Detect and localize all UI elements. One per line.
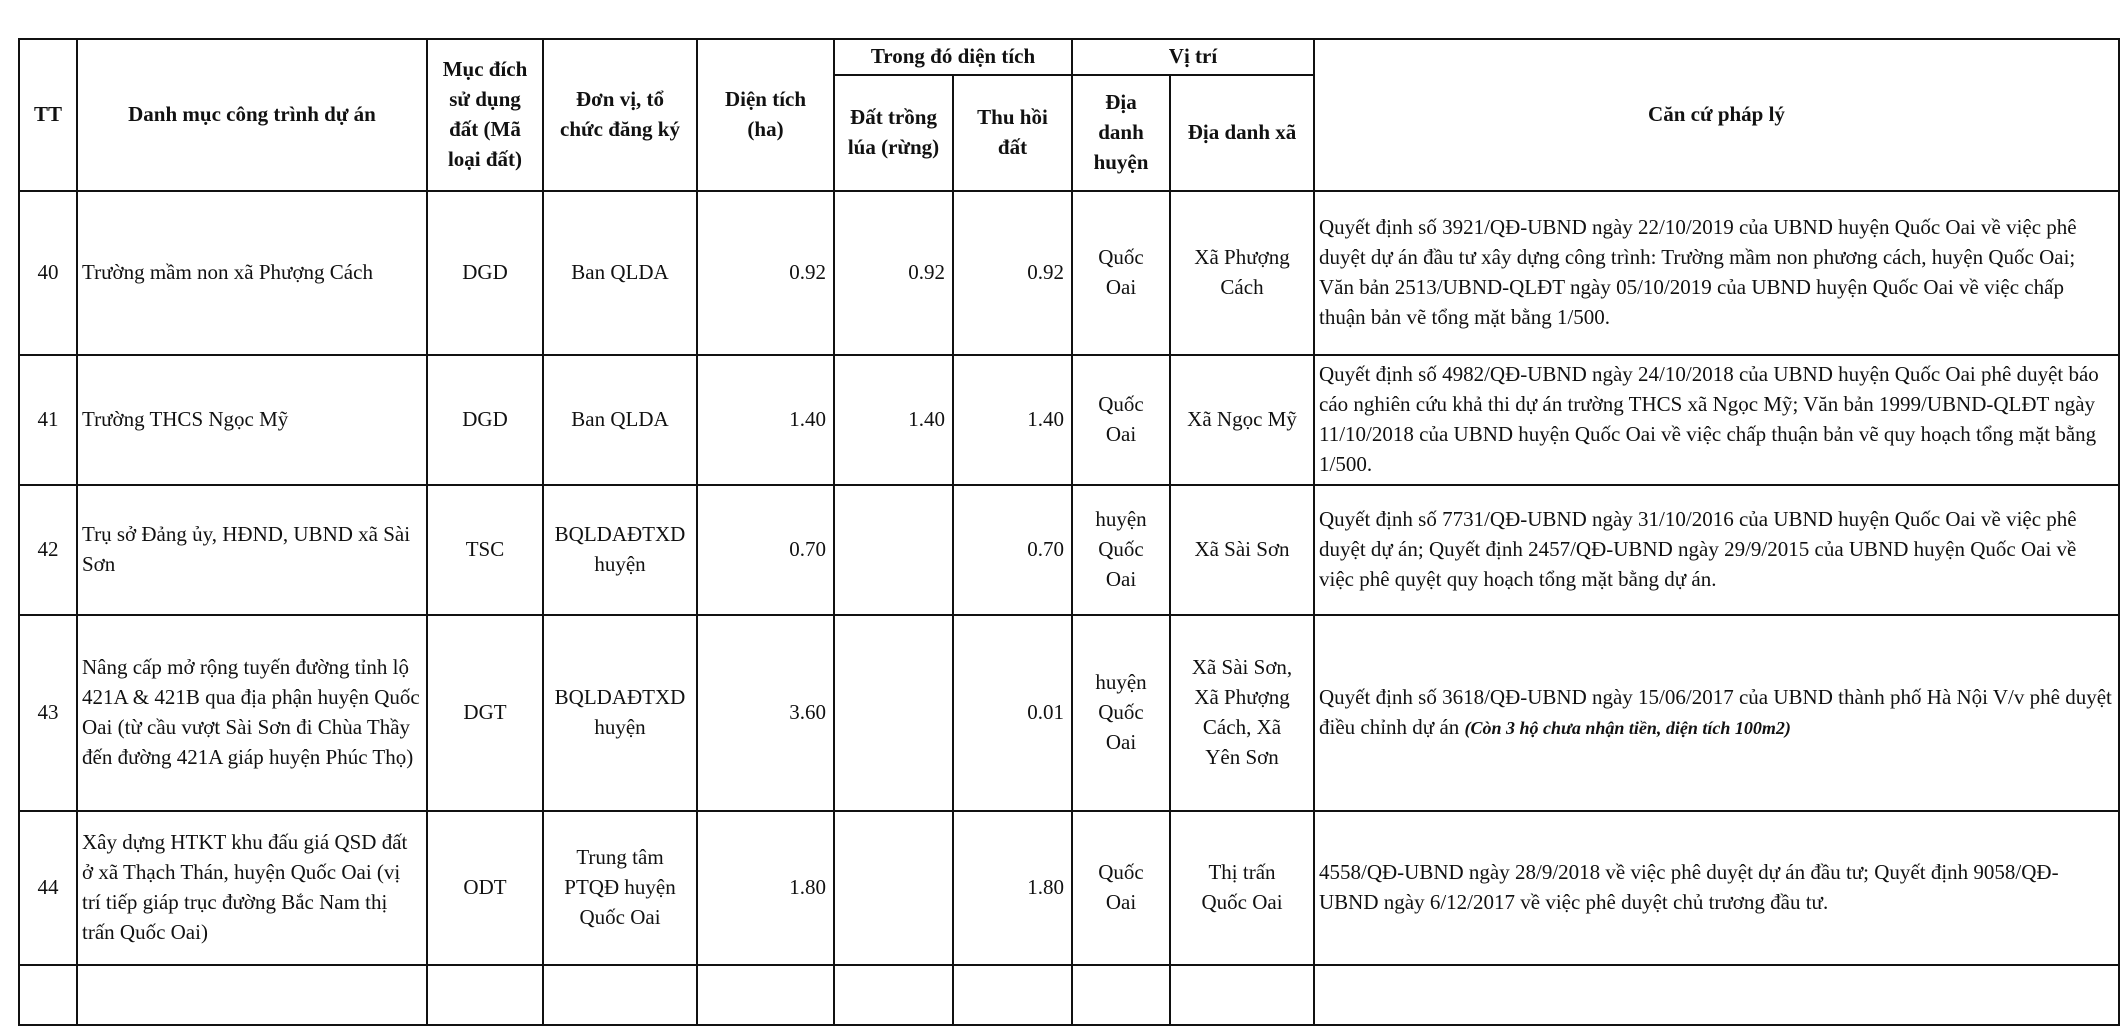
row-purpose: DGD (427, 191, 543, 355)
header-legal-basis: Căn cứ pháp lý (1314, 39, 2119, 191)
row-legal: 4558/QĐ-UBND ngày 28/9/2018 về việc phê duyệt dự án đầu tư; Quyết định 9058/QĐ-UBND ngày 6/12/2017 về việc phê duyệt chủ trương đầu tư. (1314, 811, 2119, 965)
row-recovered: 0.70 (953, 485, 1072, 615)
header-land-purpose: Mục đích sử dụng đất (Mã loại đất) (427, 39, 543, 191)
row-area: 0.70 (697, 485, 834, 615)
land-use-table-sheet (18, 38, 2120, 1026)
row-district: huyện Quốc Oai (1072, 615, 1170, 811)
row-unit: Ban QLDA (543, 355, 697, 485)
row-recovered: 0.01 (953, 615, 1072, 811)
row-legal-note: (Còn 3 hộ chưa nhận tiền, diện tích 100m2) (1464, 718, 1791, 738)
row-area: 3.60 (697, 615, 834, 811)
row-tt: 43 (19, 615, 77, 811)
row-legal: Quyết định số 3921/QĐ-UBND ngày 22/10/2019 của UBND huyện Quốc Oai về việc phê duyệt dự án đầu tư xây dựng công trình: Trường mầm non phương cách, huyện Quốc Oai; Văn bản 2513/UBND-QLĐT ngày 05/10/2019 của UBND huyện Quốc Oai về việc chấp thuận bản vẽ tổng mặt bằng 1/500. (1314, 191, 2119, 355)
row-purpose: DGD (427, 355, 543, 485)
row-recovered: 1.40 (953, 355, 1072, 485)
row-district: Quốc Oai (1072, 811, 1170, 965)
row-commune: Xã Ngọc Mỹ (1170, 355, 1314, 485)
table-row-partial (19, 965, 2119, 1025)
table-row (19, 485, 2119, 615)
row-unit: BQLDAĐTXD huyện (543, 615, 697, 811)
row-project: Trường THCS Ngọc Mỹ (77, 355, 427, 485)
header-rice-land: Đất trồng lúa (rừng) (834, 75, 953, 191)
row-legal: Quyết định số 7731/QĐ-UBND ngày 31/10/2016 của UBND huyện Quốc Oai về việc phê duyệt dự án; Quyết định 2457/QĐ-UBND ngày 29/9/2015 của UBND huyện Quốc Oai về việc phê quyệt quy hoạch tổng mặt bằng dự án. (1314, 485, 2119, 615)
table-header (19, 39, 2119, 191)
row-legal: Quyết định số 4982/QĐ-UBND ngày 24/10/2018 của UBND huyện Quốc Oai phê duyệt báo cáo nghiên cứu khả thi dự án trường THCS xã Ngọc Mỹ; Văn bản 1999/UBND-QLĐT ngày 11/10/2018 của UBND huyện Quốc Oai về việc chấp thuận bản vẽ quy hoạch tổng mặt bằng 1/500. (1314, 355, 2119, 485)
row-area: 1.40 (697, 355, 834, 485)
row-tt: 41 (19, 355, 77, 485)
row-unit: Trung tâm PTQĐ huyện Quốc Oai (543, 811, 697, 965)
row-project: Trụ sở Đảng ủy, HĐND, UBND xã Sài Sơn (77, 485, 427, 615)
row-purpose: TSC (427, 485, 543, 615)
header-registering-unit: Đơn vị, tổ chức đăng ký (543, 39, 697, 191)
row-project: Xây dựng HTKT khu đấu giá QSD đất ở xã Thạch Thán, huyện Quốc Oai (vị trí tiếp giáp trục đường Bắc Nam thị trấn Quốc Oai) (77, 811, 427, 965)
table-row (19, 355, 2119, 485)
row-legal (1314, 615, 2119, 811)
header-recovered-land: Thu hồi đất (953, 75, 1072, 191)
row-unit: Ban QLDA (543, 191, 697, 355)
row-rice-land: 0.92 (834, 191, 953, 355)
row-purpose: ODT (427, 811, 543, 965)
row-project: Nâng cấp mở rộng tuyến đường tỉnh lộ 421A & 421B qua địa phận huyện Quốc Oai (từ cầu vượt Sài Sơn đi Chùa Thầy đến đường 421A giáp huyện Phúc Thọ) (77, 615, 427, 811)
header-location-group: Vị trí (1072, 39, 1314, 75)
row-commune: Xã Phượng Cách (1170, 191, 1314, 355)
row-commune: Xã Sài Sơn (1170, 485, 1314, 615)
row-district: Quốc Oai (1072, 191, 1170, 355)
header-project-list: Danh mục công trình dự án (77, 39, 427, 191)
row-tt: 42 (19, 485, 77, 615)
row-purpose: DGT (427, 615, 543, 811)
row-project: Trường mầm non xã Phượng Cách (77, 191, 427, 355)
table-body (19, 191, 2119, 1025)
row-recovered: 0.92 (953, 191, 1072, 355)
header-commune: Địa danh xã (1170, 75, 1314, 191)
row-unit: BQLDAĐTXD huyện (543, 485, 697, 615)
row-commune: Thị trấn Quốc Oai (1170, 811, 1314, 965)
row-recovered: 1.80 (953, 811, 1072, 965)
header-tt: TT (19, 39, 77, 191)
row-district: huyện Quốc Oai (1072, 485, 1170, 615)
header-district: Địa danh huyện (1072, 75, 1170, 191)
header-area-group: Trong đó diện tích (834, 39, 1072, 75)
row-rice-land: 1.40 (834, 355, 953, 485)
row-rice-land (834, 615, 953, 811)
land-use-table (18, 38, 2120, 1026)
row-tt: 44 (19, 811, 77, 965)
row-area: 1.80 (697, 811, 834, 965)
table-row (19, 191, 2119, 355)
header-area: Diện tích (ha) (697, 39, 834, 191)
row-area: 0.92 (697, 191, 834, 355)
row-commune: Xã Sài Sơn, Xã Phượng Cách, Xã Yên Sơn (1170, 615, 1314, 811)
row-district: Quốc Oai (1072, 355, 1170, 485)
table-row (19, 811, 2119, 965)
row-rice-land (834, 811, 953, 965)
table-row (19, 615, 2119, 811)
row-legal-text: Quyết định số 3618/QĐ-UBND ngày 15/06/2017 của UBND thành phố Hà Nội V/v phê duyệt điều chỉnh dự án (1319, 685, 2112, 739)
row-tt: 40 (19, 191, 77, 355)
row-rice-land (834, 485, 953, 615)
